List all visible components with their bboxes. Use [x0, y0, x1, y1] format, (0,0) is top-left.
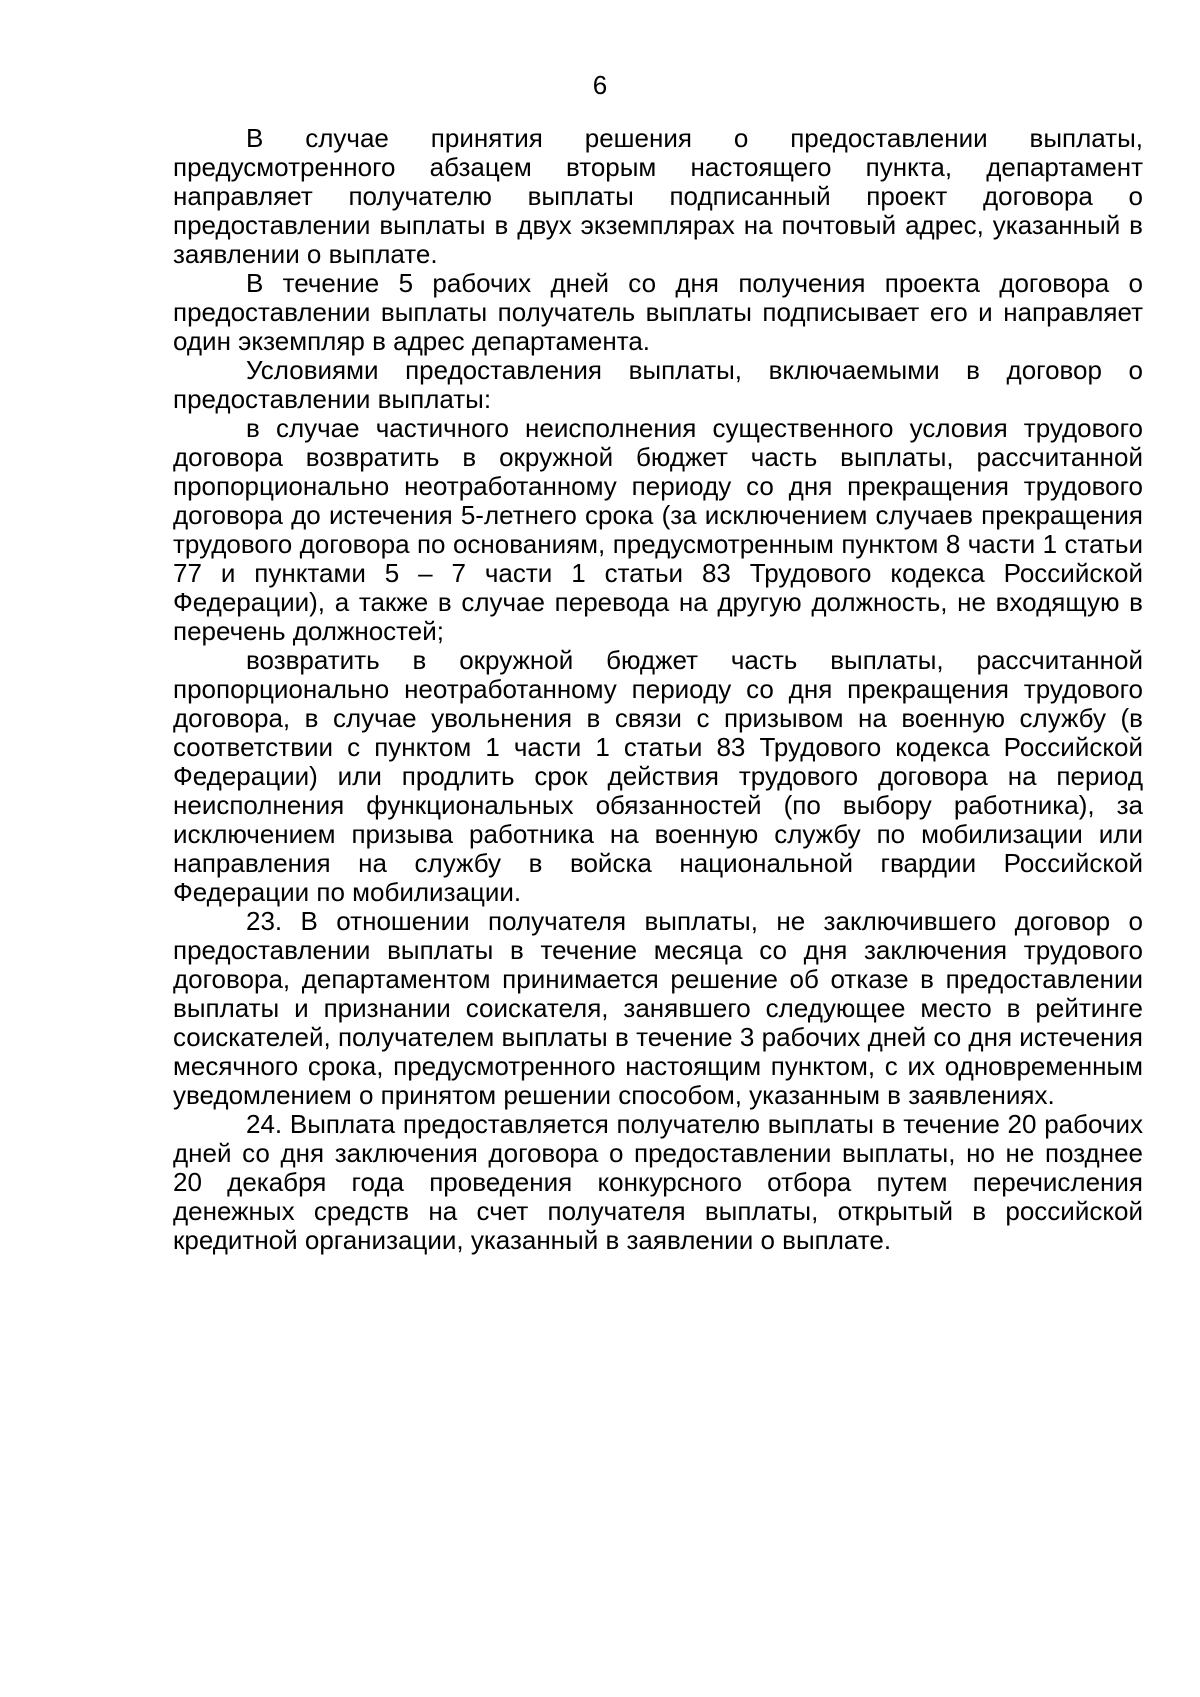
page-number: 6: [592, 70, 608, 100]
paragraph-conditions-intro: Условиями предоставления выплаты, включаемыми в договор о предоставлении выплаты:: [173, 355, 1143, 414]
paragraph-item-24: 24. Выплата предоставляется получателю выплаты в течение 20 рабочих дней со дня заключения договора о предоставлении выплаты, но не позднее 20 декабря года проведения конкурсного отбора путем перечисления денежных средств на счет получателя выплаты, открытый в российской кредитной организации, указанный в заявлении о выплате.: [173, 1109, 1143, 1255]
paragraph-condition-partial-nonfulfillment: в случае частичного неисполнения существенного условия трудового договора возвратить в окружной бюджет часть выплаты, рассчитанной пропорционально неотработанному периоду со дня прекращения трудового договора до истечения 5-летнего срока (за исключением случаев прекращения трудового договора по основаниям, предусмотренным пунктом 8 части 1 статьи 77 и пунктами 5 – 7 части 1 статьи 83 Трудового кодекса Российской Федерации), а также в случае перевода на другую должность, не входящую в перечень должностей;: [173, 413, 1143, 646]
paragraph-item-23: 23. В отношении получателя выплаты, не заключившего договор о предоставлении выплаты в течение месяца со дня заключения трудового договора, департаментом принимается решение об отказе в предоставлении выплаты и признании соискателя, занявшего следующее место в рейтинге соискателей, получателем выплаты в течение 3 рабочих дней со дня истечения месячного срока, предусмотренного настоящим пунктом, с их одновременным уведомлением о принятом решении способом, указанным в заявлениях.: [173, 906, 1143, 1110]
document-body: [173, 124, 1143, 1255]
paragraph-contract-signing: В течение 5 рабочих дней со дня получения проекта договора о предоставлении выплаты получатель выплаты подписывает его и направляет один экземпляр в адрес департамента.: [173, 268, 1143, 356]
paragraph-contract-sending: В случае принятия решения о предоставлении выплаты, предусмотренного абзацем вторым настоящего пункта, департамент направляет получателю выплаты подписанный проект договора о предоставлении выплаты в двух экземплярах на почтовый адрес, указанный в заявлении о выплате.: [173, 123, 1143, 269]
paragraph-condition-military-service: возвратить в окружной бюджет часть выплаты, рассчитанной пропорционально неотработанному периоду со дня прекращения трудового договора, в случае увольнения в связи с призывом на военную службу (в соответствии с пунктом 1 части 1 статьи 83 Трудового кодекса Российской Федерации) или продлить срок действия трудового договора на период неисполнения функциональных обязанностей (по выбору работника), за исключением призыва работника на военную службу по мобилизации или направления на службу в войска национальной гвардии Российской Федерации по мобилизации.: [173, 645, 1143, 907]
